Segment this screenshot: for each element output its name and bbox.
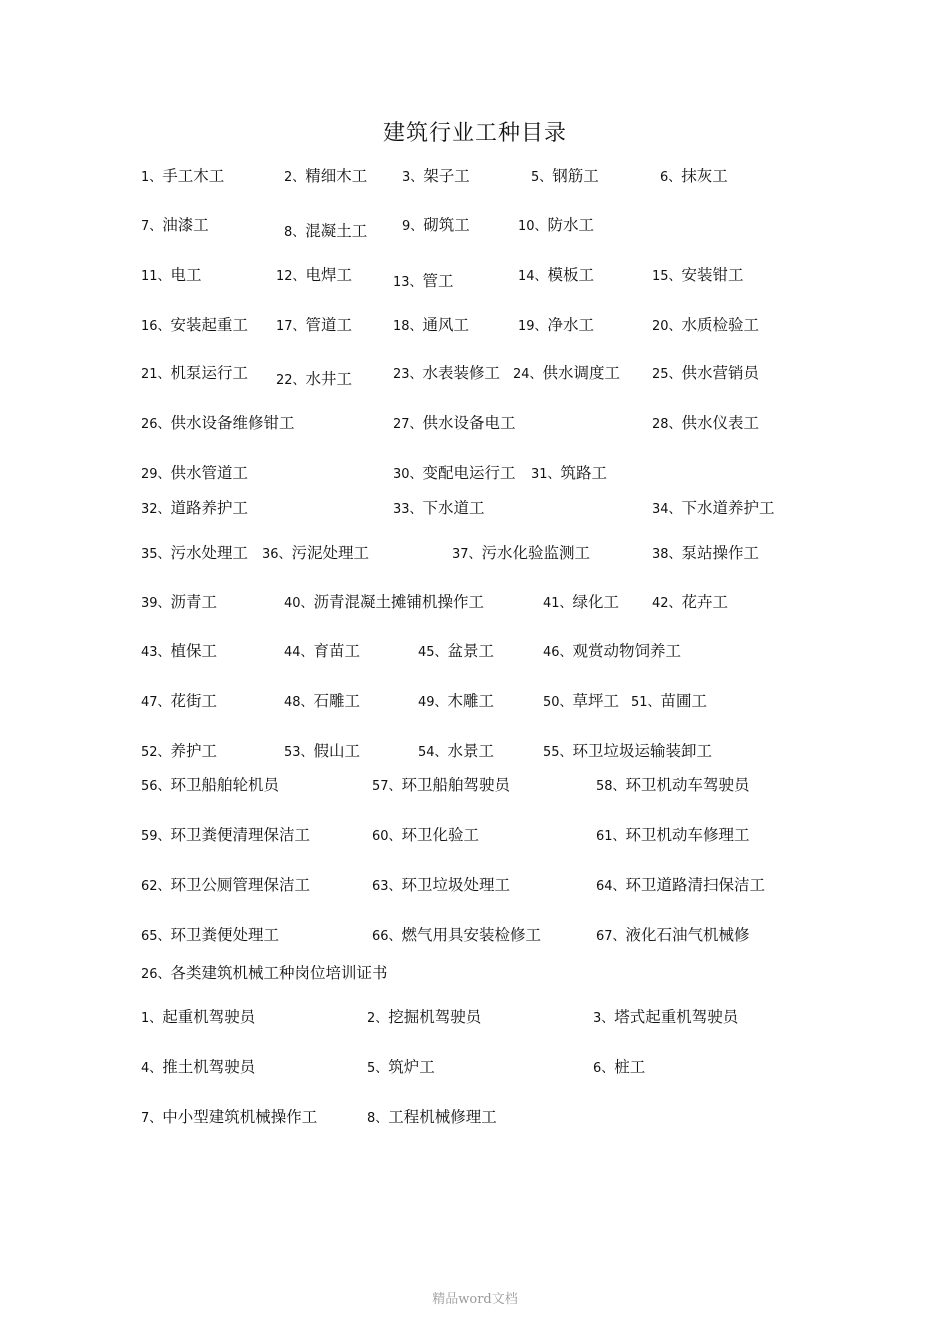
list-item	[631, 690, 707, 714]
list-item	[284, 690, 360, 714]
item-label: 环卫粪便清理保洁工	[170, 826, 311, 844]
list-item	[141, 1056, 255, 1080]
item-number: 35、	[141, 547, 171, 562]
item-label: 管道工	[305, 316, 353, 334]
item-number: 18、	[393, 319, 423, 334]
item-number: 28、	[652, 417, 682, 432]
item-number: 57、	[372, 779, 402, 794]
item-label: 工程机械修理工	[388, 1108, 497, 1126]
item-label: 燃气用具安装检修工	[401, 926, 542, 944]
item-number: 65、	[141, 929, 171, 944]
list-item	[284, 165, 367, 189]
list-row	[0, 1106, 950, 1130]
list-row	[0, 542, 950, 566]
list-item	[141, 165, 224, 189]
list-item	[652, 497, 775, 521]
item-label: 绿化工	[572, 593, 620, 611]
list-item	[393, 362, 500, 386]
item-label: 石雕工	[313, 692, 361, 710]
item-label: 环卫公厕管理保洁工	[170, 876, 311, 894]
item-number: 24、	[513, 367, 543, 382]
item-number: 17、	[276, 319, 306, 334]
item-number: 66、	[372, 929, 402, 944]
item-number: 61、	[596, 829, 626, 844]
item-number: 16、	[141, 319, 171, 334]
list-item	[141, 740, 217, 764]
item-label: 液化石油气机械修	[625, 926, 750, 944]
list-item	[518, 264, 594, 288]
list-row	[0, 690, 950, 714]
list-row	[0, 774, 950, 798]
item-number: 7、	[141, 1111, 163, 1126]
item-number: 3、	[402, 170, 424, 185]
item-label: 供水设备维修钳工	[170, 414, 295, 432]
item-label: 水质检验工	[681, 316, 760, 334]
list-row	[0, 1056, 950, 1080]
item-number: 64、	[596, 879, 626, 894]
item-number: 1、	[141, 1011, 163, 1026]
item-number: 10、	[518, 219, 548, 234]
item-label: 污水处理工	[170, 544, 249, 562]
list-item	[652, 362, 759, 386]
list-item	[141, 824, 310, 848]
item-label: 水景工	[447, 742, 495, 760]
list-item	[652, 264, 744, 288]
item-number: 2、	[367, 1011, 389, 1026]
list-item	[531, 165, 599, 189]
item-label: 环卫道路清扫保洁工	[625, 876, 766, 894]
item-number: 42、	[652, 596, 682, 611]
item-number: 53、	[284, 745, 314, 760]
list-item	[652, 591, 728, 615]
item-label: 环卫垃圾运输装卸工	[572, 742, 713, 760]
item-label: 环卫粪便处理工	[170, 926, 280, 944]
item-label: 苗圃工	[660, 692, 708, 710]
item-number: 45、	[418, 645, 448, 660]
item-label: 污水化验监测工	[481, 544, 591, 562]
list-row	[0, 740, 950, 764]
item-label: 防水工	[547, 216, 595, 234]
item-label: 环卫垃圾处理工	[401, 876, 511, 894]
list-item	[518, 314, 594, 338]
item-label: 桩工	[614, 1058, 646, 1076]
item-number: 6、	[660, 170, 682, 185]
list-row	[0, 462, 950, 486]
item-number: 19、	[518, 319, 548, 334]
list-row	[0, 362, 950, 386]
item-label: 环卫船舶驾驶员	[401, 776, 511, 794]
list-item	[141, 264, 202, 288]
list-item	[402, 214, 470, 238]
item-label: 植保工	[170, 642, 218, 660]
section-number: 26、	[141, 967, 171, 982]
list-item	[141, 774, 279, 798]
item-label: 供水营销员	[681, 364, 760, 382]
item-number: 8、	[284, 225, 306, 240]
item-label: 混凝土工	[305, 222, 368, 240]
item-number: 59、	[141, 829, 171, 844]
list-item	[543, 690, 619, 714]
list-row	[0, 824, 950, 848]
item-number: 67、	[596, 929, 626, 944]
item-label: 花卉工	[681, 593, 729, 611]
item-label: 道路养护工	[170, 499, 249, 517]
item-number: 14、	[518, 269, 548, 284]
item-number: 58、	[596, 779, 626, 794]
list-item	[372, 774, 510, 798]
item-label: 花街工	[170, 692, 218, 710]
list-row	[0, 165, 950, 189]
list-item	[141, 462, 248, 486]
item-label: 下水道工	[422, 499, 485, 517]
item-number: 55、	[543, 745, 573, 760]
item-label: 环卫机动车驾驶员	[625, 776, 750, 794]
item-label: 起重机驾驶员	[162, 1008, 256, 1026]
item-number: 51、	[631, 695, 661, 710]
item-number: 6、	[593, 1061, 615, 1076]
list-item	[141, 214, 209, 238]
item-number: 32、	[141, 502, 171, 517]
list-item	[596, 874, 765, 898]
item-label: 电工	[170, 266, 202, 284]
item-number: 11、	[141, 269, 171, 284]
item-label: 中小型建筑机械操作工	[162, 1108, 318, 1126]
item-label: 环卫化验工	[401, 826, 480, 844]
list-item	[402, 165, 470, 189]
item-label: 环卫机动车修理工	[625, 826, 750, 844]
list-item	[284, 220, 367, 244]
list-item	[276, 314, 352, 338]
list-item	[141, 362, 248, 386]
list-item	[393, 412, 516, 436]
item-number: 41、	[543, 596, 573, 611]
item-number: 3、	[593, 1011, 615, 1026]
item-label: 抹灰工	[681, 167, 728, 185]
item-label: 推土机驾驶员	[162, 1058, 256, 1076]
list-item	[141, 1006, 255, 1030]
list-item	[596, 774, 750, 798]
item-number: 2、	[284, 170, 306, 185]
item-number: 5、	[531, 170, 553, 185]
list-item	[141, 690, 217, 714]
item-number: 44、	[284, 645, 314, 660]
list-row	[0, 214, 950, 238]
item-number: 54、	[418, 745, 448, 760]
list-item	[660, 165, 728, 189]
list-item	[141, 542, 248, 566]
item-label: 假山工	[313, 742, 361, 760]
item-label: 观赏动物饲养工	[572, 642, 682, 660]
list-item	[141, 412, 295, 436]
list-item	[141, 640, 217, 664]
list-row	[0, 924, 950, 948]
item-number: 20、	[652, 319, 682, 334]
section-heading	[141, 962, 388, 986]
footer-watermark: 精品word文档	[432, 1292, 518, 1307]
list-item	[284, 640, 360, 664]
item-number: 27、	[393, 417, 423, 432]
item-number: 47、	[141, 695, 171, 710]
item-label: 水井工	[305, 370, 353, 388]
item-number: 33、	[393, 502, 423, 517]
item-label: 塔式起重机驾驶员	[614, 1008, 739, 1026]
item-number: 37、	[452, 547, 482, 562]
item-label: 沥青工	[170, 593, 218, 611]
list-row	[0, 497, 950, 521]
list-item	[418, 740, 494, 764]
list-item	[393, 462, 516, 486]
list-item	[372, 824, 479, 848]
item-number: 26、	[141, 417, 171, 432]
item-label: 水表装修工	[422, 364, 501, 382]
item-number: 29、	[141, 467, 171, 482]
list-item	[393, 497, 485, 521]
list-item	[367, 1106, 497, 1130]
list-item	[513, 362, 620, 386]
list-item	[418, 690, 494, 714]
item-number: 21、	[141, 367, 171, 382]
item-number: 23、	[393, 367, 423, 382]
item-number: 62、	[141, 879, 171, 894]
list-item	[543, 640, 681, 664]
item-number: 46、	[543, 645, 573, 660]
item-number: 63、	[372, 879, 402, 894]
item-label: 安装起重工	[170, 316, 249, 334]
item-label: 草坪工	[572, 692, 620, 710]
list-item	[372, 874, 510, 898]
item-number: 5、	[367, 1061, 389, 1076]
list-item	[596, 824, 750, 848]
item-number: 43、	[141, 645, 171, 660]
list-item	[652, 542, 759, 566]
list-row	[0, 874, 950, 898]
item-number: 15、	[652, 269, 682, 284]
item-label: 砌筑工	[423, 216, 470, 234]
list-row	[0, 591, 950, 615]
list-item	[518, 214, 594, 238]
list-item	[276, 264, 352, 288]
list-item	[652, 314, 759, 338]
list-item	[141, 314, 248, 338]
list-item	[393, 270, 454, 294]
item-label: 供水设备电工	[422, 414, 516, 432]
item-label: 精细木工	[305, 167, 368, 185]
item-number: 56、	[141, 779, 171, 794]
item-label: 通风工	[422, 316, 470, 334]
list-row	[0, 412, 950, 436]
item-label: 供水管道工	[170, 464, 249, 482]
item-label: 筑炉工	[388, 1058, 435, 1076]
item-label: 环卫船舶轮机员	[170, 776, 280, 794]
item-number: 38、	[652, 547, 682, 562]
item-number: 13、	[393, 275, 423, 290]
item-label: 手工木工	[162, 167, 225, 185]
list-item	[284, 591, 484, 615]
list-item	[543, 740, 712, 764]
list-item	[593, 1006, 738, 1030]
list-item	[262, 542, 369, 566]
list-row	[0, 314, 950, 338]
item-number: 36、	[262, 547, 292, 562]
item-number: 49、	[418, 695, 448, 710]
list-item	[596, 924, 750, 948]
item-number: 40、	[284, 596, 314, 611]
list-item	[141, 924, 279, 948]
item-number: 30、	[393, 467, 423, 482]
item-number: 25、	[652, 367, 682, 382]
list-item	[652, 412, 759, 436]
item-number: 1、	[141, 170, 163, 185]
item-label: 盆景工	[447, 642, 495, 660]
item-number: 12、	[276, 269, 306, 284]
item-label: 养护工	[170, 742, 218, 760]
item-label: 机泵运行工	[170, 364, 249, 382]
list-item	[284, 740, 360, 764]
item-label: 挖掘机驾驶员	[388, 1008, 482, 1026]
section-label: 各类建筑机械工种岗位培训证书	[170, 964, 388, 982]
item-label: 油漆工	[162, 216, 209, 234]
list-row	[0, 1006, 950, 1030]
item-label: 变配电运行工	[422, 464, 516, 482]
item-number: 50、	[543, 695, 573, 710]
item-number: 60、	[372, 829, 402, 844]
item-number: 4、	[141, 1061, 163, 1076]
list-item	[276, 368, 352, 392]
list-item	[452, 542, 590, 566]
item-number: 34、	[652, 502, 682, 517]
item-number: 8、	[367, 1111, 389, 1126]
item-label: 电焊工	[305, 266, 353, 284]
item-number: 52、	[141, 745, 171, 760]
item-label: 泵站操作工	[681, 544, 760, 562]
item-label: 供水调度工	[542, 364, 621, 382]
list-item	[141, 874, 310, 898]
list-row	[0, 264, 950, 288]
item-label: 育苗工	[313, 642, 361, 660]
item-label: 供水仪表工	[681, 414, 760, 432]
item-label: 管工	[422, 272, 454, 290]
list-item	[367, 1056, 435, 1080]
list-item	[543, 591, 619, 615]
item-label: 筑路工	[560, 464, 608, 482]
list-item	[393, 314, 469, 338]
item-number: 9、	[402, 219, 424, 234]
item-label: 污泥处理工	[291, 544, 370, 562]
list-item	[593, 1056, 645, 1080]
list-item	[367, 1006, 481, 1030]
item-number: 7、	[141, 219, 163, 234]
item-number: 31、	[531, 467, 561, 482]
page-title: 建筑行业工种目录	[382, 121, 567, 146]
item-label: 模板工	[547, 266, 595, 284]
list-item	[141, 1106, 317, 1130]
list-item	[141, 497, 248, 521]
item-number: 39、	[141, 596, 171, 611]
item-label: 下水道养护工	[681, 499, 775, 517]
item-number: 48、	[284, 695, 314, 710]
item-label: 架子工	[423, 167, 470, 185]
item-label: 钢筋工	[552, 167, 599, 185]
list-item	[418, 640, 494, 664]
list-item	[372, 924, 541, 948]
item-number: 22、	[276, 373, 306, 388]
item-label: 净水工	[547, 316, 595, 334]
item-label: 沥青混凝土摊铺机操作工	[313, 593, 485, 611]
list-row	[0, 640, 950, 664]
list-item	[141, 591, 217, 615]
item-label: 木雕工	[447, 692, 495, 710]
item-label: 安装钳工	[681, 266, 744, 284]
list-item	[531, 462, 607, 486]
